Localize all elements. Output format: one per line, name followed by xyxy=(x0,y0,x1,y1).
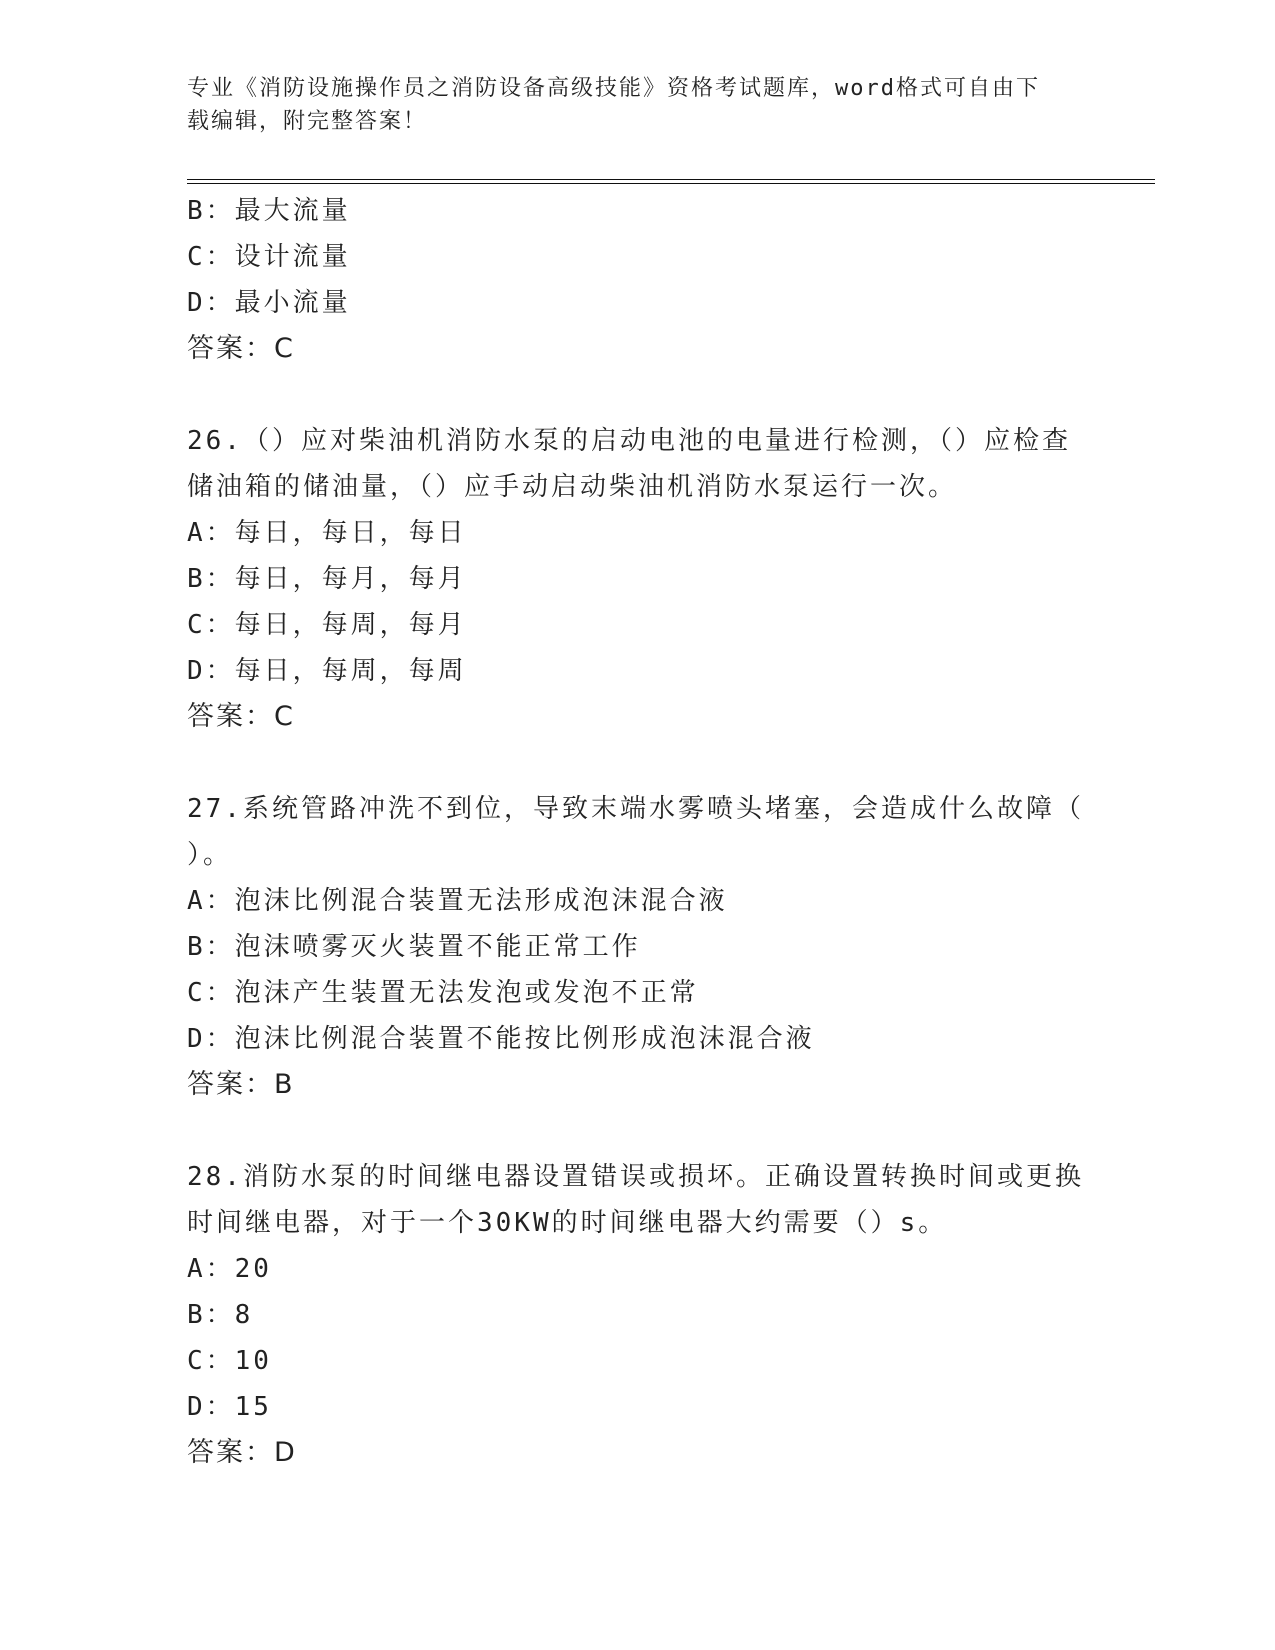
option-c: C：10 xyxy=(187,1346,272,1376)
option-a: A：每日，每日，每日 xyxy=(187,518,467,548)
question-stem-line-2: ）。 xyxy=(187,840,233,870)
question-26 xyxy=(187,418,1087,740)
question-list xyxy=(187,188,1087,1476)
answer: 答案：B xyxy=(187,1069,295,1100)
option-a: A：20 xyxy=(187,1254,272,1284)
option-a: A：泡沫比例混合装置无法形成泡沫混合液 xyxy=(187,886,728,916)
question-27 xyxy=(187,786,1087,1108)
header-line-1: 专业《消防设施操作员之消防设备高级技能》资格考试题库，word格式可自由下 xyxy=(187,76,1040,101)
option-c: C：设计流量 xyxy=(187,242,351,272)
answer: 答案：C xyxy=(187,701,295,732)
spacer xyxy=(187,372,1087,418)
answer: 答案：C xyxy=(187,333,295,364)
option-c: C：每日，每周，每月 xyxy=(187,610,467,640)
option-b: B：每日，每月，每月 xyxy=(187,564,467,594)
document-header xyxy=(187,72,1067,138)
option-b: B：泡沫喷雾灭火装置不能正常工作 xyxy=(187,932,641,962)
question-28 xyxy=(187,1154,1087,1476)
spacer xyxy=(187,740,1087,786)
option-d: D：15 xyxy=(187,1392,272,1422)
question-stem-line-2: 储油箱的储油量，（）应手动启动柴油机消防水泵运行一次。 xyxy=(187,472,958,502)
header-divider-top xyxy=(187,179,1155,180)
header-divider-bottom xyxy=(187,183,1155,184)
question-25 xyxy=(187,188,1087,372)
option-d: D：最小流量 xyxy=(187,288,351,318)
question-stem-line-1: 28.消防水泵的时间继电器设置错误或损坏。正确设置转换时间或更换 xyxy=(187,1162,1084,1192)
option-b: B：8 xyxy=(187,1300,254,1330)
option-d: D：泡沫比例混合装置不能按比例形成泡沫混合液 xyxy=(187,1024,815,1054)
question-stem-line-1: 26.（）应对柴油机消防水泵的启动电池的电量进行检测，（）应检查 xyxy=(187,426,1071,456)
header-line-2: 载编辑，附完整答案！ xyxy=(187,109,428,134)
question-stem-line-2: 时间继电器，对于一个30KW的时间继电器大约需要（）s。 xyxy=(187,1208,948,1238)
option-b: B：最大流量 xyxy=(187,196,351,226)
spacer xyxy=(187,1108,1087,1154)
option-d: D：每日，每周，每周 xyxy=(187,656,467,686)
answer: 答案：D xyxy=(187,1437,297,1468)
question-stem-line-1: 27.系统管路冲洗不到位，导致末端水雾喷头堵塞，会造成什么故障（ xyxy=(187,794,1084,824)
option-c: C：泡沫产生装置无法发泡或发泡不正常 xyxy=(187,978,699,1008)
